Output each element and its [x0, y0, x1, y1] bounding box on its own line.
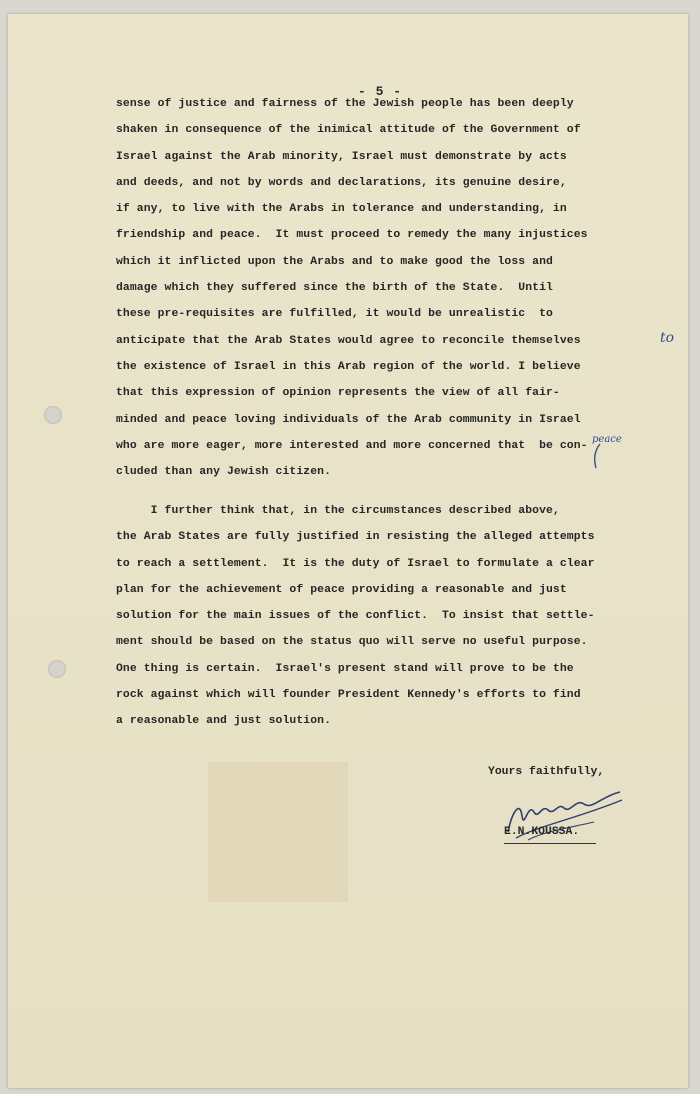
text-line: Israel against the Arab minority, Israel must demonstrate by acts [116, 150, 567, 163]
text-line: solution for the main issues of the conflict. To insist that settle- [116, 610, 595, 623]
paper-stain [208, 762, 348, 902]
text-line: who are more eager, more interested and more concerned that be con- [116, 439, 588, 452]
insertion-mark-icon [590, 440, 604, 472]
text-line: One thing is certain. Israel's present stand will prove to be the [116, 662, 574, 675]
text-line: plan for the achievement of peace providing a reasonable and just [116, 583, 567, 596]
handwritten-insert-peace: peace [592, 434, 622, 445]
signatory-underline [504, 843, 596, 844]
text-line: these pre-requisites are fulfilled, it would be unrealistic to [116, 308, 553, 321]
punch-hole-top [44, 406, 62, 424]
page-number: - 5 - [358, 84, 403, 99]
text-line: I further think that, in the circumstances described above, [116, 505, 560, 517]
punch-hole-bottom [48, 660, 66, 678]
handwritten-insert-to: to [660, 330, 675, 346]
body-paragraph-2 [116, 498, 661, 735]
text-line: anticipate that the Arab States would agree to reconcile themselves [116, 334, 581, 347]
text-line: to reach a settlement. It is the duty of Israel to formulate a clear [116, 557, 595, 570]
text-line: the Arab States are fully justified in resisting the alleged attempts [116, 531, 595, 544]
signatory-name: E.N.KOUSSA. [504, 826, 580, 838]
text-line: damage which they suffered since the birth of the State. Until [116, 282, 553, 295]
text-line: if any, to live with the Arabs in tolerance and understanding, in [116, 203, 567, 216]
text-line: a reasonable and just solution. [116, 715, 332, 728]
text-line: and deeds, and not by words and declarations, its genuine desire, [116, 176, 567, 189]
text-line: friendship and peace. It must proceed to remedy the many injustices [116, 229, 588, 242]
signature-image [498, 782, 628, 852]
text-line: minded and peace loving individuals of the Arab community in Israel [116, 413, 581, 426]
text-line: the existence of Israel in this Arab region of the world. I believe [116, 360, 581, 373]
text-line: ment should be based on the status quo will serve no useful purpose. [116, 636, 588, 649]
text-line: which it inflicted upon the Arabs and to make good the loss and [116, 255, 553, 268]
text-line: rock against which will founder President Kennedy's efforts to find [116, 689, 581, 702]
body-paragraph-1 [116, 91, 661, 485]
text-line: shaken in consequence of the inimical attitude of the Government of [116, 124, 581, 137]
text-line: sense of justice and fairness of the Jewish people has been deeply [116, 98, 574, 110]
text-line: cluded than any Jewish citizen. [116, 466, 332, 479]
closing-salutation: Yours faithfully, [488, 766, 605, 778]
text-line: that this expression of opinion represents the view of all fair- [116, 387, 560, 400]
